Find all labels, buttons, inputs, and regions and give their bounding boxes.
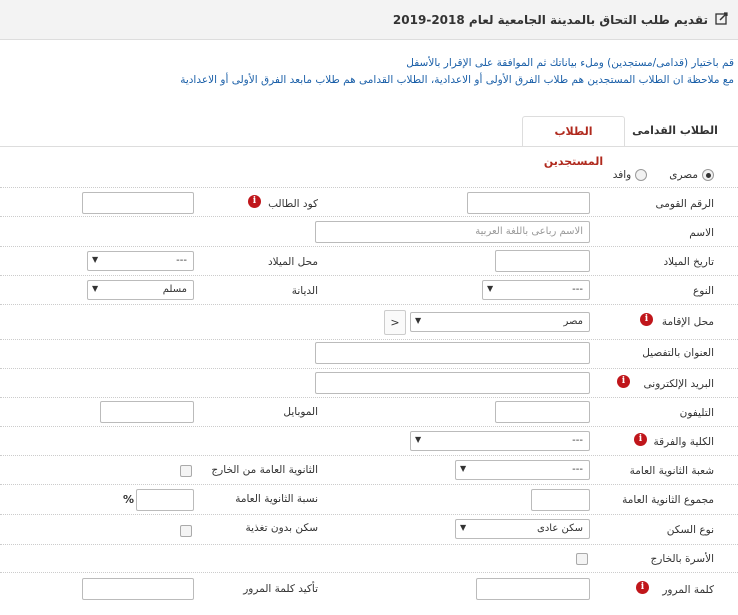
secondary-total-input[interactable] bbox=[531, 489, 590, 511]
row-divider bbox=[0, 455, 738, 456]
email-input[interactable] bbox=[315, 372, 590, 394]
page-title: تقديم طلب التحاق بالمدينة الجامعية لعام 2018-2019 bbox=[392, 13, 708, 27]
religion-value: مسلم bbox=[162, 284, 187, 295]
housing-type-value: سكن عادى bbox=[537, 523, 583, 534]
secondary-branch-select[interactable] bbox=[455, 460, 590, 480]
nationality-radio-group bbox=[613, 168, 714, 182]
row-divider bbox=[0, 572, 738, 573]
residence-info-icon[interactable]: i bbox=[640, 313, 653, 326]
row-divider bbox=[0, 484, 738, 485]
row-divider bbox=[0, 514, 738, 515]
password-info-icon[interactable]: i bbox=[636, 581, 649, 594]
no-meals-checkbox[interactable] bbox=[180, 525, 192, 537]
residence-next-button[interactable]: > bbox=[384, 310, 406, 335]
student-code-label: كود الطالب bbox=[268, 198, 318, 210]
tab-old-students[interactable]: الطلاب القدامى bbox=[632, 124, 718, 137]
radio-foreign-label: وافد bbox=[612, 169, 632, 181]
secondary-percent-label: نسبة الثانوية العامة bbox=[235, 493, 318, 505]
secondary-percent-input[interactable] bbox=[136, 489, 194, 511]
clarification-note: مع ملاحظة ان الطلاب المستجدين هم طلاب الفرق الأولى أو الاعدادية، الطلاب القدامى هم طلاب مابعد الفرق الأولى أو الاعدادية bbox=[180, 74, 734, 86]
email-info-icon[interactable]: i bbox=[617, 375, 630, 388]
secondary-abroad-label: الثانوية العامة من الخارج bbox=[211, 464, 318, 476]
religion-label: الديانة bbox=[291, 285, 318, 297]
mobile-input[interactable] bbox=[100, 401, 194, 423]
housing-type-select[interactable] bbox=[455, 519, 590, 539]
residence-value: مصر bbox=[563, 316, 583, 327]
password-confirm-input[interactable] bbox=[82, 578, 194, 600]
faculty-select[interactable] bbox=[410, 431, 590, 451]
chevron-down-icon: ▼ bbox=[487, 284, 494, 293]
mobile-label: الموبايل bbox=[283, 406, 318, 418]
birth-date-input[interactable] bbox=[495, 250, 590, 272]
faculty-info-icon[interactable]: i bbox=[634, 433, 647, 446]
name-label: الاسم bbox=[689, 227, 714, 239]
row-divider bbox=[0, 339, 738, 340]
row-divider bbox=[0, 426, 738, 427]
phone-label: التليفون bbox=[679, 407, 714, 419]
secondary-branch-label: شعبة الثانوية العامة bbox=[629, 465, 714, 477]
radio-foreign[interactable] bbox=[635, 169, 647, 181]
no-meals-label: سكن بدون تغذية bbox=[245, 522, 318, 534]
radio-egyptian-label: مصرى bbox=[669, 169, 698, 181]
chevron-down-icon: ▼ bbox=[415, 435, 422, 444]
gender-value: --- bbox=[572, 284, 583, 295]
instruction-note: قم باختيار (قدامى/مستجدين) وملء بياناتك ثم الموافقة على الإقرار بالأسفل bbox=[406, 57, 734, 69]
row-divider bbox=[0, 187, 738, 188]
family-abroad-checkbox[interactable] bbox=[576, 553, 588, 565]
row-divider bbox=[0, 544, 738, 545]
residence-label: محل الإقامة bbox=[661, 316, 714, 328]
password-label: كلمة المرور bbox=[662, 584, 714, 596]
tab-new-students[interactable]: الطلاب المستجدين bbox=[522, 116, 625, 147]
row-divider bbox=[0, 216, 738, 217]
birth-date-label: تاريخ الميلاد bbox=[663, 256, 714, 268]
password-confirm-label: تأكيد كلمة المرور bbox=[243, 583, 318, 595]
secondary-abroad-checkbox[interactable] bbox=[180, 465, 192, 477]
gender-select[interactable] bbox=[482, 280, 590, 300]
secondary-branch-value: --- bbox=[572, 464, 583, 475]
faculty-value: --- bbox=[572, 435, 583, 446]
birth-place-label: محل الميلاد bbox=[268, 256, 318, 268]
edit-icon bbox=[715, 12, 728, 25]
chevron-down-icon: ▼ bbox=[92, 284, 99, 293]
religion-select[interactable] bbox=[87, 280, 194, 300]
birth-place-value: --- bbox=[176, 255, 187, 266]
chevron-down-icon: ▼ bbox=[415, 316, 422, 325]
phone-input[interactable] bbox=[495, 401, 590, 423]
national-id-label: الرقم القومى bbox=[655, 198, 714, 210]
family-abroad-label: الأسرة بالخارج bbox=[650, 553, 714, 565]
email-label: البريد الإلكترونى bbox=[643, 378, 714, 390]
chevron-down-icon: ▼ bbox=[460, 523, 467, 532]
secondary-total-label: مجموع الثانوية العامة bbox=[622, 494, 714, 506]
birth-place-select[interactable] bbox=[87, 251, 194, 271]
address-label: العنوان بالتفصيل bbox=[642, 347, 714, 359]
housing-type-label: نوع السكن bbox=[666, 524, 714, 536]
student-code-input[interactable] bbox=[82, 192, 194, 214]
percent-sign: % bbox=[123, 493, 135, 506]
page-header bbox=[0, 0, 738, 40]
tab-divider bbox=[0, 146, 738, 147]
faculty-label: الكلية والفرقة bbox=[653, 436, 714, 448]
residence-select[interactable] bbox=[410, 312, 590, 332]
row-divider bbox=[0, 246, 738, 247]
row-divider bbox=[0, 368, 738, 369]
chevron-down-icon: ▼ bbox=[92, 255, 99, 264]
password-input[interactable] bbox=[476, 578, 590, 600]
row-divider bbox=[0, 275, 738, 276]
national-id-input[interactable] bbox=[467, 192, 590, 214]
name-input[interactable]: الاسم رباعى باللغة العربية bbox=[315, 221, 590, 243]
chevron-down-icon: ▼ bbox=[460, 464, 467, 473]
row-divider bbox=[0, 397, 738, 398]
row-divider bbox=[0, 304, 738, 305]
radio-egyptian[interactable] bbox=[702, 169, 714, 181]
student-code-info-icon[interactable]: i bbox=[248, 195, 261, 208]
gender-label: النوع bbox=[693, 285, 714, 297]
address-input[interactable] bbox=[315, 342, 590, 364]
